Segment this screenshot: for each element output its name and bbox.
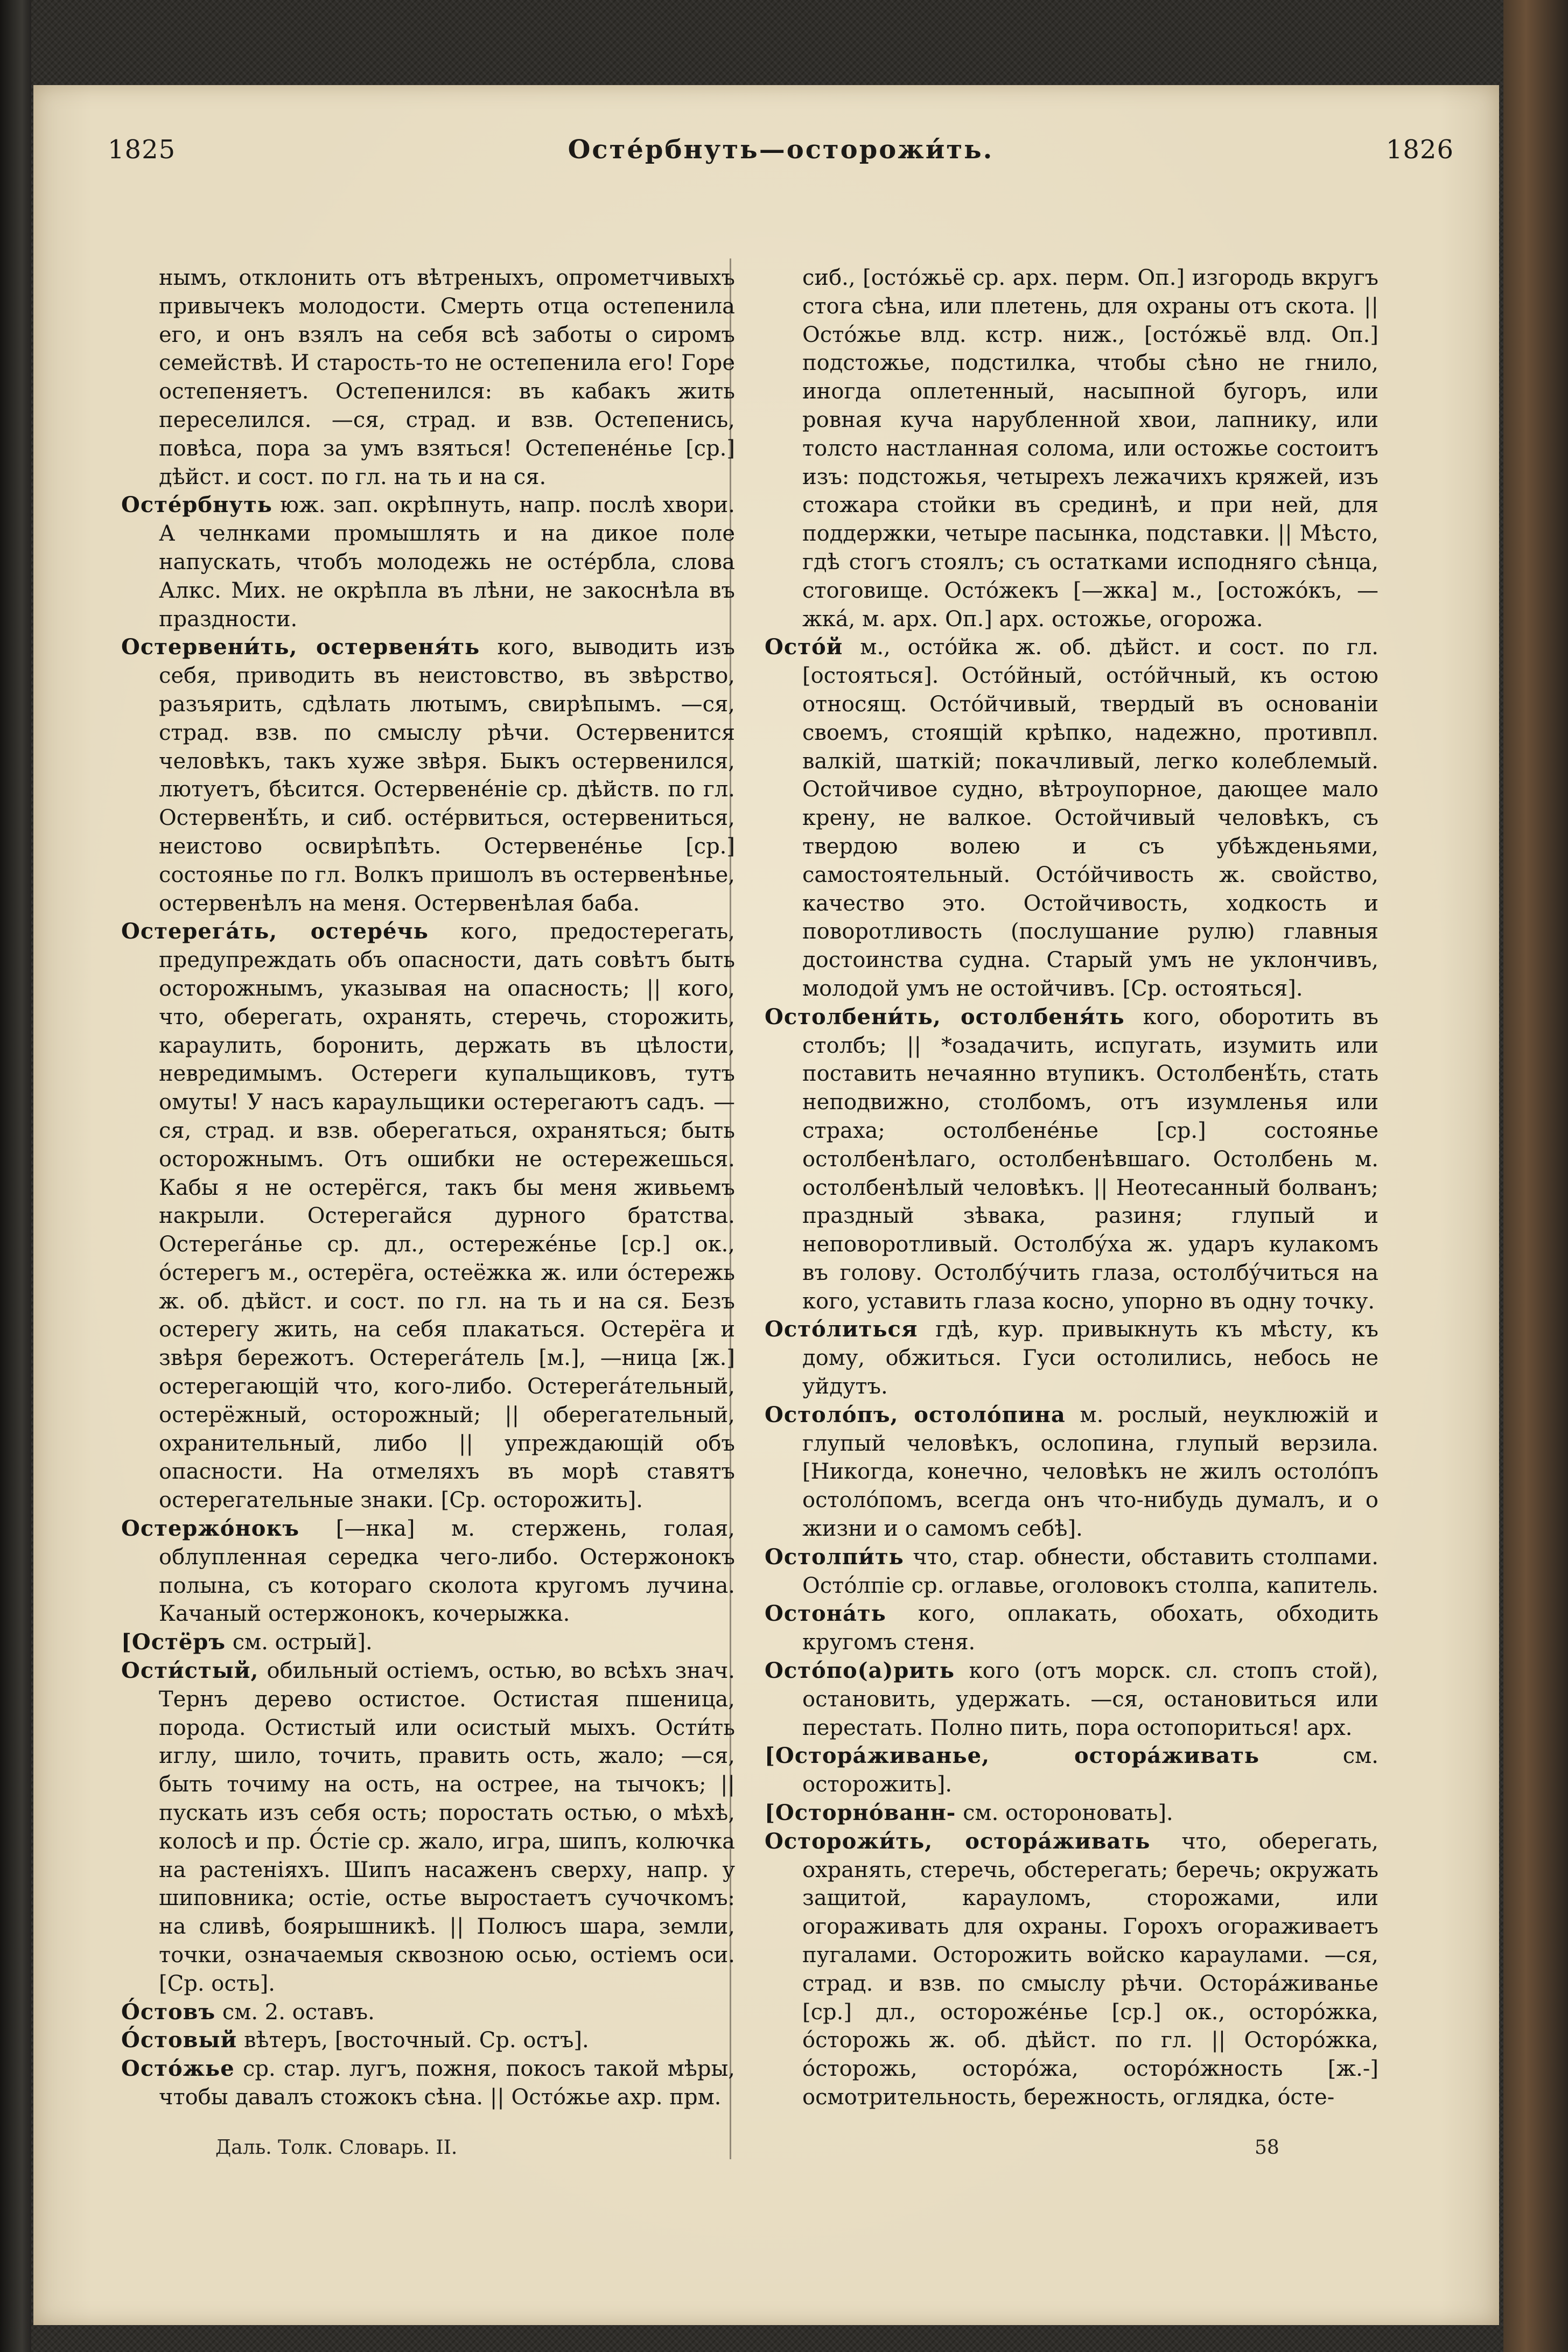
- entry-text: см. острый].: [232, 1630, 373, 1655]
- entry-headword: [Остёръ: [121, 1629, 226, 1655]
- entry-text: кого (отъ морск. сл. стопъ стой), остановить, удержать. —ся, остановиться или перестать. Полно пить, пора остопориться! арх.: [802, 1658, 1378, 1740]
- entry-headword: Осторожи́ть, осторáживать: [765, 1828, 1151, 1854]
- dictionary-entry: [765, 1543, 1378, 1600]
- entry-headword: Остóлиться: [765, 1317, 918, 1342]
- dictionary-entry: [121, 2026, 735, 2055]
- entry-text: м., остóйка ж. об. дѣйст. и сост. по гл. [остояться]. Остóйный, остóйчный, къ остою относящ. Остóйчивый, твердый въ основаніи своемъ, стоящій крѣпко, надежно, противпл. валкій, шаткій; покачливый, легко колеблемый. Остойчивое судно, вѣтроупорное, дающее мало крену, не валкое. Остойчивый человѣкъ, съ твердою волею и съ убѣжденьями, самостоятельный. Остóйчивость ж. свойство, качество это. Остойчивость, ходкость и поворотливость (послушание рулю) главныя достоинства судна. Старый умъ не уклончивъ, молодой умъ не остойчивъ. [Ср. остояться].: [802, 635, 1378, 1001]
- dictionary-entry: [765, 1657, 1378, 1742]
- dictionary-entry: [765, 1315, 1378, 1401]
- entry-headword: Остолбени́ть, остолбеня́ть: [765, 1004, 1125, 1030]
- header-title: Остéрбнуть—осторожи́ть.: [568, 135, 994, 165]
- dictionary-entry: [765, 1401, 1378, 1543]
- entry-headword: Ости́стый,: [121, 1658, 259, 1684]
- dictionary-entry: [121, 1998, 735, 2027]
- dictionary-entry: [121, 1515, 735, 1628]
- page-number-left: 1825: [108, 135, 176, 165]
- dictionary-entry: [765, 1742, 1378, 1799]
- entry-headword: О́стовый: [121, 2027, 237, 2053]
- entry-headword: Остержóнокъ: [121, 1516, 299, 1542]
- footer-signature: Даль. Толк. Словарь. II.: [215, 2137, 458, 2159]
- entry-text: кого, выводить изъ себя, приводить въ неистовство, въ звѣрство, разъярить, сдѣлать лютымъ, свирѣпымъ. —ся, страд. взв. по смыслу рѣчи. Остервенится человѣкъ, такъ хуже звѣря. Быкъ остервенился, лютуетъ, бѣсится. Остервенéніе ср. дѣйств. по гл. Остервенѣ́ть, и сиб. остéрвиться, остервениться, неистово освирѣпѣть. Остервенéнье [ср.] состоянье по гл. Волкъ пришолъ въ остервенѣнье, остервенѣлъ на меня. Остервенѣлая баба.: [159, 635, 735, 916]
- dictionary-entry: [121, 2055, 735, 2112]
- entry-text: см. остороновать].: [963, 1801, 1173, 1826]
- entry-text: что, стар. обнести, обставить столпами. Остóлпіе ср. оглавье, оголовокъ столпа, капитель.: [802, 1544, 1379, 1598]
- entry-headword: Остóпо(а)рить: [765, 1658, 955, 1684]
- dictionary-entry: [121, 1628, 735, 1657]
- dictionary-entry: [121, 491, 735, 633]
- dictionary-entry: [121, 1657, 735, 1998]
- dictionary-entry: [765, 1003, 1378, 1316]
- dictionary-entry: [765, 633, 1378, 1003]
- dictionary-entry: [121, 633, 735, 918]
- entry-headword: Остéрбнуть: [121, 492, 272, 518]
- entry-text: обильный остіемъ, остью, во всѣхъ знач. Тернъ дерево остистое. Остистая пшеница, порода. Остистый или осистый мыхъ. Ости́ть иглу, шило, точить, править ость, жало; —ся, быть точиму на ость, на острее, на тычокъ; || пускать изъ себя ость; поростать остью, о мѣхѣ, колосѣ и пр. О́стіе ср. жало, игра, шипъ, колючка на растеніяхъ. Шипъ насаженъ сверху, напр. у шиповника; остіе, остье выростаетъ сучочкомъ: на сливѣ, боярышникѣ. || Полюсъ шара, земли, точки, означаемыя сквозною осью, остіемъ оси. [Ср. ость].: [159, 1658, 736, 1996]
- book-edge-right: [1503, 0, 1568, 2352]
- entry-continuation: [765, 264, 1378, 633]
- entry-text: нымъ, отклонить отъ вѣтреныхъ, опрометчивыхъ привычекъ молодости. Смерть отца остепенила его, и онъ взялъ на себя всѣ заботы о сиромъ семействѣ. И старость-то не остепенила его! Горе остепеняетъ. Остепенился: въ кабакъ жить переселился. —ся, страд. и взв. Остепенись, повѣса, пора за умъ взяться! Остепенéнье [ср.] дѣйст. и сост. по гл. на ть и на ся.: [159, 265, 735, 489]
- left-column: [121, 264, 735, 2112]
- page-number-right: 1826: [1385, 135, 1454, 165]
- entry-text: ср. стар. лугъ, пожня, покосъ такой мѣры, чтобы давалъ стожокъ сѣна. || Остóжье ахр. прм.: [159, 2056, 735, 2110]
- entry-text: м. рослый, неуклюжій и глупый человѣкъ, ослопина, глупый верзила. [Никогда, конечно, человѣкъ не жилъ остолóпъ остолóпомъ, всегда онъ что-нибудь думалъ, и о жизни и о самомъ себѣ].: [802, 1402, 1378, 1542]
- entry-headword: [Осторáживанье, осторáживать: [765, 1743, 1260, 1769]
- entry-text: см. осторожить].: [802, 1744, 1379, 1797]
- entry-headword: Остервени́ть, остервеня́ть: [121, 634, 480, 660]
- entry-headword: Остона́ть: [765, 1601, 886, 1627]
- entry-headword: Остóжье: [121, 2056, 235, 2082]
- entry-text: [—нка] м. стержень, голая, облупленная середка чего-либо. Остержонокъ полына, съ котораго сколота кругомъ лучина. Качаный остержонокъ, кочерыжка.: [159, 1516, 735, 1627]
- running-header: [86, 135, 1475, 178]
- entry-text: что, оберегать, охранять, стеречь, обстерегать; беречь; окружать защитой, карауломъ, сторожами, или огораживать для охраны. Горохъ огораживаетъ пугалами. Осторожить войско караулами. —ся, страд. и взв. по смыслу рѣчи. Осторáживанье [ср.] дл., осторожéнье [ср.] ок., осторóжка, óсторожь ж. об. дѣйст. по гл. || Осторóжка, óсторожь, осторóжа, осторóжность [ж.-] осмотрительность, бережность, оглядка, óсте-: [802, 1829, 1379, 2110]
- dictionary-entry: [765, 1600, 1378, 1657]
- entry-text: см. 2. оставъ.: [222, 1999, 375, 2025]
- entry-continuation: [121, 264, 735, 491]
- entry-headword: Остолпи́ть: [765, 1544, 904, 1570]
- entry-text: гдѣ, кур. привыкнуть къ мѣсту, къ дому, обжиться. Гуси остолились, небось не уйдутъ.: [802, 1317, 1378, 1399]
- entry-text: вѣтеръ, [восточный. Ср. остъ].: [243, 2028, 589, 2053]
- entry-text: кого, оплакать, обохать, обходить кругомъ стеня.: [802, 1601, 1378, 1655]
- dictionary-entry: [121, 918, 735, 1515]
- book-spine-left: [0, 0, 31, 2352]
- entry-text: кого, предостерегать, предупреждать объ опасности, дать совѣтъ быть осторожнымъ, указывая на опасность; || кого, что, оберегать, охранять, стеречь, сторожить, караулить, боронить, держать въ цѣлости, невредимымъ. Остереги купальщиковъ, тутъ омуты! У насъ караульщики остерегаютъ садъ. —ся, страд. и взв. оберегаться, охраняться; быть осторожнымъ. Отъ ошибки не остережешься. Кабы я не остерёгся, такъ бы меня живьемъ накрыли. Остерегайся дурного братства. Остерега́нье ср. дл., остережéнье [ср.] ок., óстерегъ м., остерёга, остеёжка ж. или óстережь ж. об. дѣйст. и сост. по гл. на ть и на ся. Безъ остерегу жить, на себя плакаться. Остерёга и звѣря бережотъ. Остерега́тель [м.], —ница [ж.] остерегающій что, кого-либо. Остерега́тельный, остерёжный, осторожный; || оберегательный, охранительный, либо || упреждающій объ опасности. На отмеляхъ въ морѣ ставятъ остерегательные знаки. [Ср. осторожить].: [159, 919, 736, 1513]
- entry-headword: [Осторнóванн-: [765, 1800, 956, 1826]
- entry-text: сиб., [остóжьё ср. арх. перм. Оп.] изгородь вкругъ стога сѣна, или плетень, для охраны отъ скота. || Остóжье влд. кстр. ниж., [остóжьё влд. Оп.] подстожье, подстилка, чтобы сѣно не гнило, иногда оплетенный, насыпной бугоръ, или ровная куча нарубленной хвои, лапнику, или толсто настланная солома, или остожье состоитъ изъ: подстожья, четырехъ лежачихъ кряжей, изъ стожара стойки въ срединѣ, и при ней, для поддержки, четыре пасынка, подставки. || Мѣсто, гдѣ стогъ стоялъ; съ остатками исподняго сѣнца, стоговище. Остóжекъ [—жка] м., [остожóкъ, —жка́, м. арх. Оп.] арх. остожье, огорожа.: [802, 265, 1378, 632]
- entry-headword: Остóй: [765, 634, 843, 660]
- entry-headword: О́стовъ: [121, 1999, 216, 2025]
- entry-text: кого, оборотить въ столбъ; || *озадачить, испугать, изумить или поставить нечаянно втупикъ. Остолбенѣ́ть, стать неподвижно, столбомъ, отъ изумленья или страха; остолбенéнье [ср.] состоянье остолбенѣлаго, остолбенѣвшаго. Остолбень м. остолбенѣлый человѣкъ. || Неотесанный болванъ; праздный зѣвака, разиня; глупый и неповоротливый. Остолбу́ха ж. ударъ кулакомъ въ голову. Остолбу́чить глаза, остолбу́читься на кого, уставить глаза косно, упорно въ одну точку.: [802, 1004, 1378, 1314]
- dictionary-entry: [765, 1828, 1378, 2112]
- entry-text: юж. зап. окрѣпнуть, напр. послѣ хвори. А челнками промышлять и на дикое поле напускать, чтобъ молодежь не остéрбла, слова Алкс. Мих. не окрѣпла въ лѣни, не закоснѣла въ праздности.: [159, 493, 735, 632]
- dictionary-entry: [765, 1799, 1378, 1828]
- entry-headword: Остерега́ть, остерéчь: [121, 919, 429, 944]
- entry-headword: Остолóпъ, остолóпина: [765, 1402, 1066, 1427]
- right-column: [765, 264, 1378, 2112]
- footer-sheet-number: 58: [1255, 2137, 1279, 2159]
